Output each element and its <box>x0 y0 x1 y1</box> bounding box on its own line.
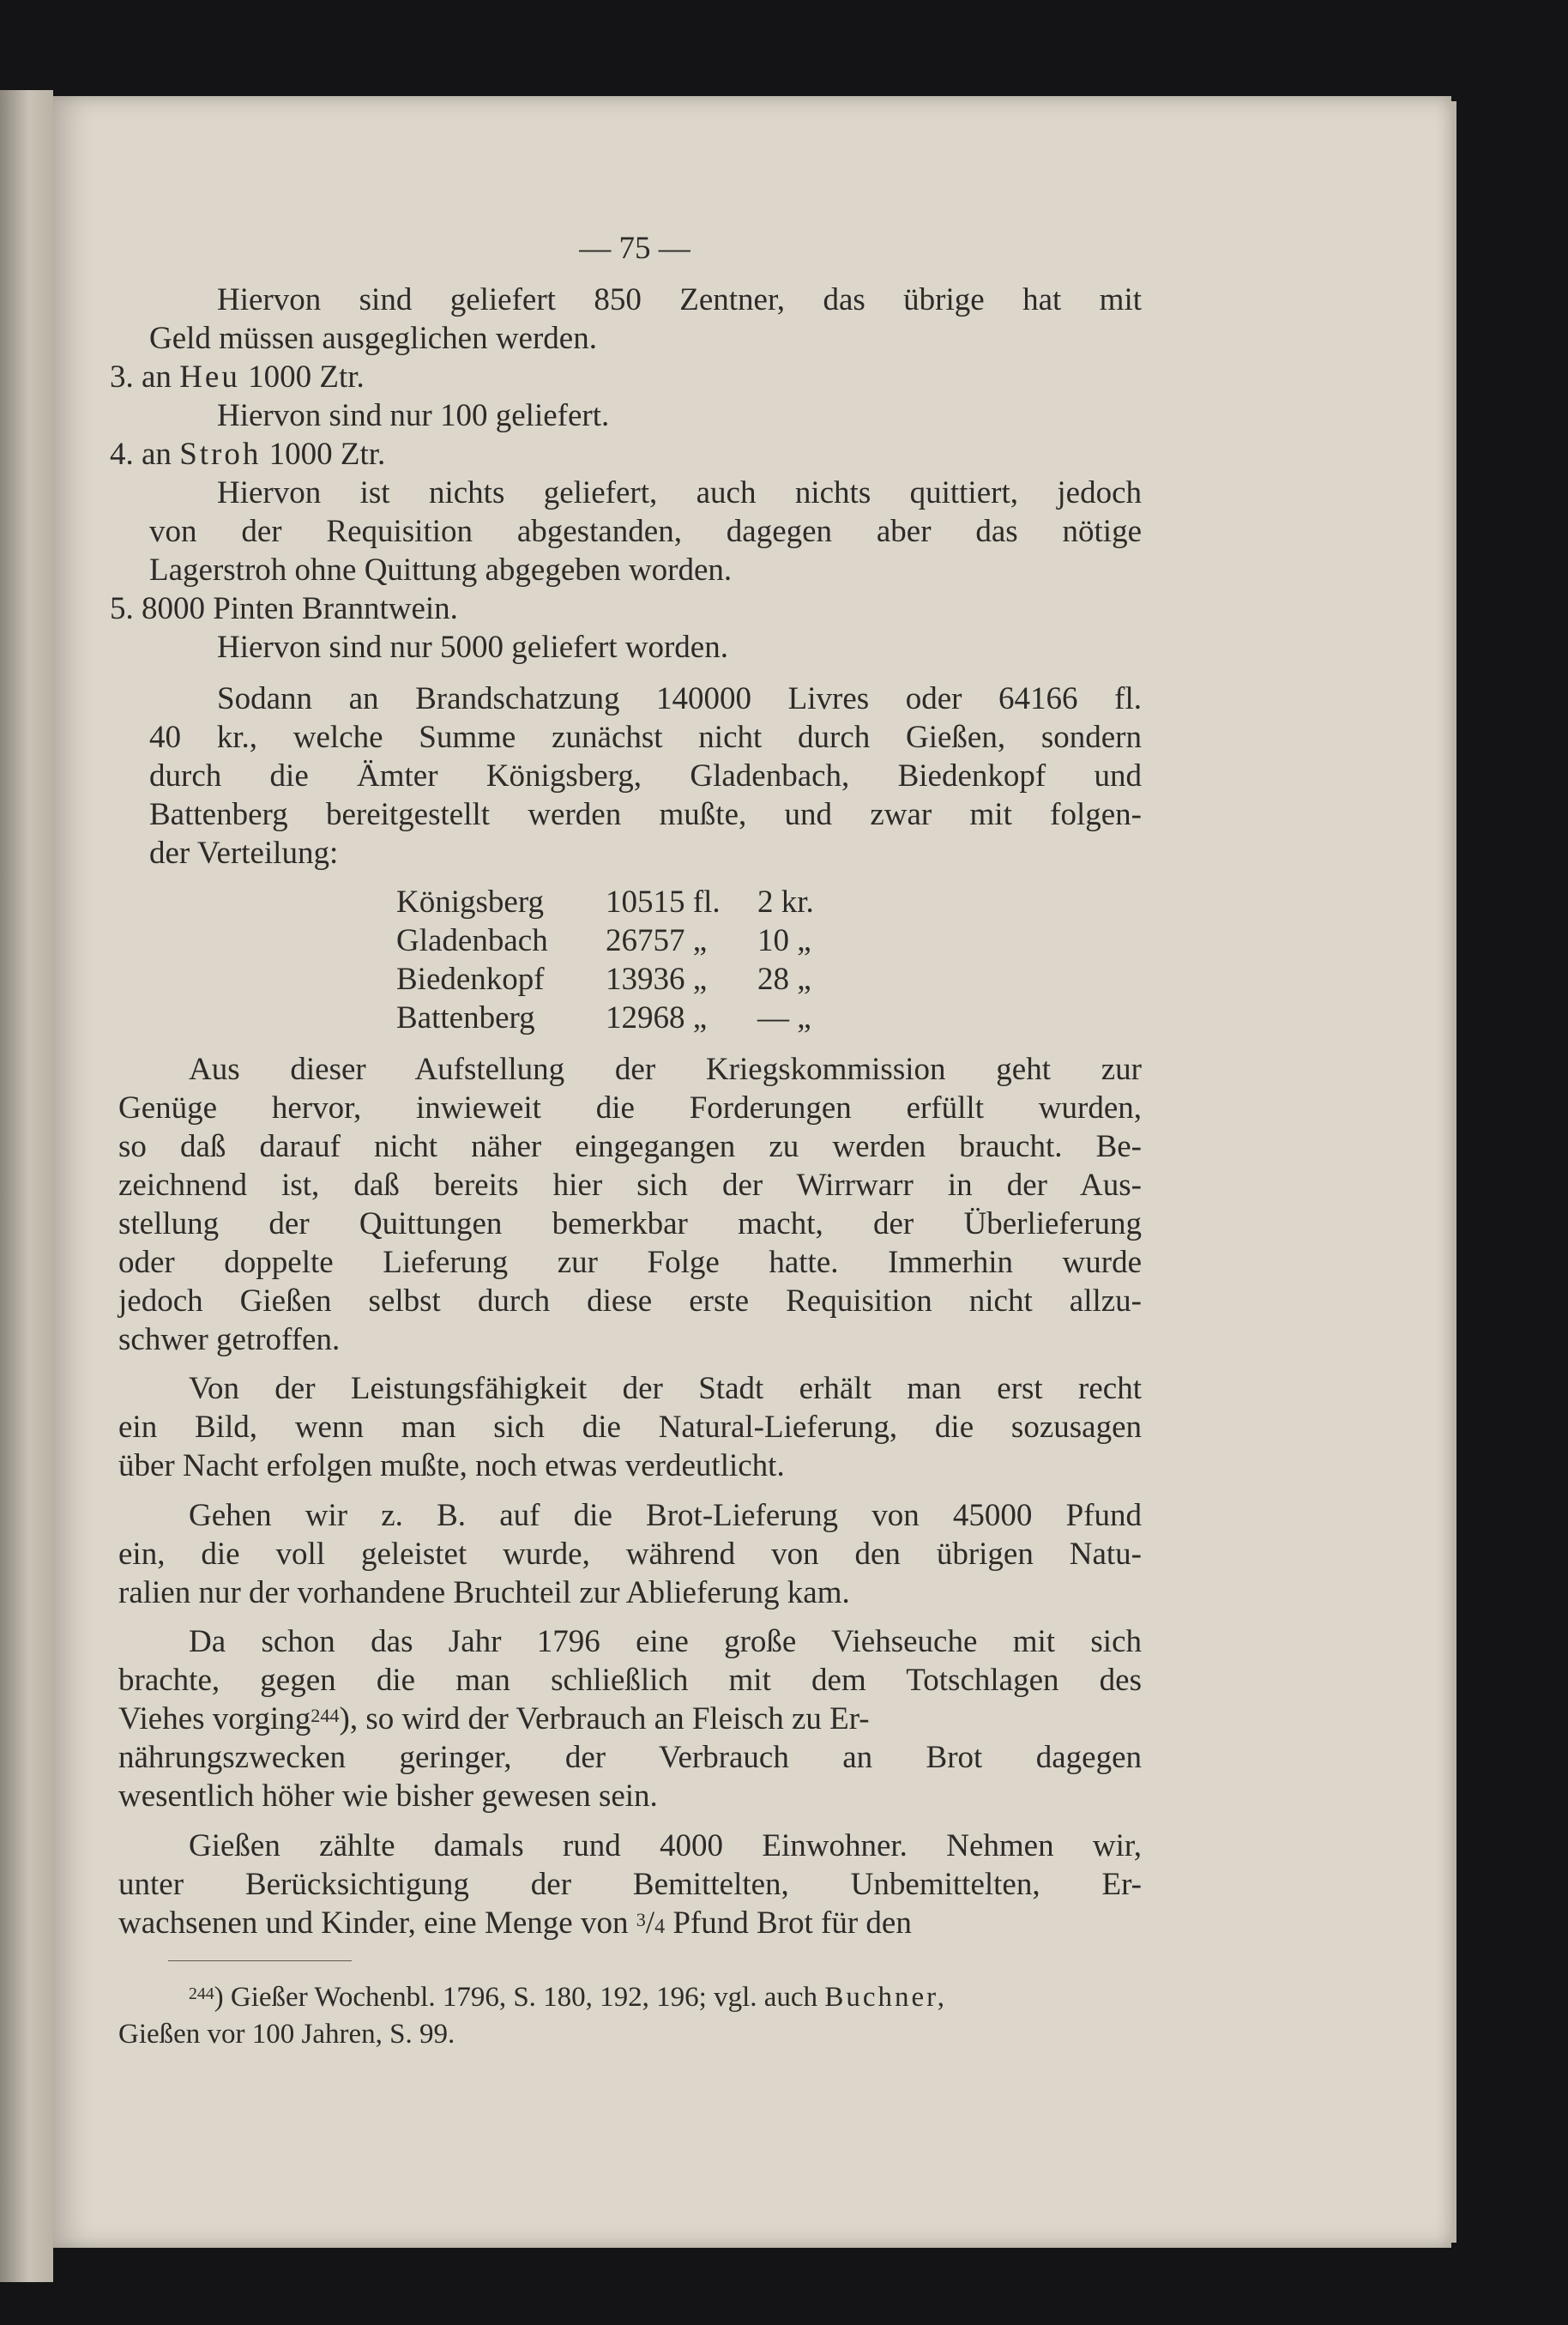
footnote-line: Gießen vor 100 Jahren, S. 99. <box>118 2019 455 2050</box>
text-line: Gehen wir z. B. auf die Brot-Lieferung von 45000 Pfund <box>189 1498 1142 1533</box>
text-line: Hiervon sind geliefert 850 Zentner, das übrige hat mit <box>217 282 1142 317</box>
table-place: Königsberg <box>396 885 544 920</box>
text-line: stellung der Quittungen bemerkbar macht, der Überlieferung <box>118 1206 1142 1241</box>
table-place: Battenberg <box>396 1000 535 1036</box>
table-fl: 12968 „ <box>606 1000 708 1036</box>
footnote-rule <box>168 1960 352 1961</box>
list-item-3: 3. an Heu 1000 Ztr. <box>110 359 365 395</box>
table-fl: 10515 fl. <box>606 885 721 920</box>
text-line: schwer getroffen. <box>118 1322 341 1357</box>
item-name-heu: Heu <box>179 359 240 395</box>
text-line: wesentlich höher wie bisher gewesen sein. <box>118 1778 658 1814</box>
text-line: ralien nur der vorhandene Bruchteil zur Ablieferung kam. <box>118 1575 850 1610</box>
text-line: von der Requisition abgestanden, dagegen aber das nötige <box>149 514 1142 549</box>
footnote-ref: 244 <box>311 1705 340 1726</box>
fraction: $^3$/4 <box>636 1905 666 1941</box>
text-line: Da schon das Jahr 1796 eine große Viehseuche mit sich <box>189 1624 1142 1659</box>
text-line: Genüge hervor, inwieweit die Forderungen erfüllt wurden, <box>118 1090 1142 1126</box>
text-line: Geld müssen ausgeglichen werden. <box>149 321 597 356</box>
footnote-line: $^{244}$) Gießer Wochenbl. 1796, S. 180, 192, 196; vgl. auch Buchner, <box>189 1982 948 2013</box>
table-fl: 26757 „ <box>606 923 708 958</box>
text-line: wachsenen und Kinder, eine Menge von $^3$/4 Pfund Brot für den <box>118 1905 912 1941</box>
text-line: jedoch Gießen selbst durch diese erste Requisition nicht allzu- <box>118 1283 1142 1319</box>
text-line: Hiervon sind nur 5000 geliefert worden. <box>217 630 728 665</box>
list-item-5: 5. 8000 Pinten Branntwein. <box>110 591 458 626</box>
table-kr: 2 kr. <box>757 885 814 920</box>
list-item-4: 4. an Stroh 1000 Ztr. <box>110 437 386 472</box>
table-kr: — „ <box>757 1000 811 1036</box>
text-line: so daß darauf nicht näher eingegangen zu werden braucht. Be- <box>118 1129 1142 1164</box>
text-line: ein Bild, wenn man sich die Natural-Lieferung, die sozusagen <box>118 1410 1142 1445</box>
text-line: Hiervon ist nichts geliefert, auch nichts quittiert, jedoch <box>217 475 1142 510</box>
table-place: Biedenkopf <box>396 962 545 997</box>
text-line: unter Berücksichtigung der Bemittelten, Unbemittelten, Er- <box>118 1867 1142 1902</box>
footnote-marker: 244 <box>189 1984 214 2003</box>
text-line: Sodann an Brandschatzung 140000 Livres oder 64166 fl. <box>217 681 1142 716</box>
text-line: 40 kr., welche Summe zunächst nicht durch Gießen, sondern <box>149 720 1142 755</box>
text-line: brachte, gegen die man schließlich mit dem Totschlagen des <box>118 1663 1142 1698</box>
item-name-stroh: Stroh <box>179 437 262 472</box>
text-line: Von der Leistungsfähigkeit der Stadt erhält man erst recht <box>189 1371 1142 1406</box>
text-line: zeichnend ist, daß bereits hier sich der Wirrwarr in der Aus- <box>118 1168 1142 1203</box>
table-kr: 10 „ <box>757 923 811 958</box>
text-line: Lagerstroh ohne Quittung abgegeben worden. <box>149 553 733 588</box>
table-place: Gladenbach <box>396 923 548 958</box>
text-line: durch die Ämter Königsberg, Gladenbach, Biedenkopf und <box>149 758 1142 794</box>
text-line: der Verteilung: <box>149 836 339 871</box>
table-kr: 28 „ <box>757 962 811 997</box>
text-line: Battenberg bereitgestellt werden mußte, und zwar mit folgen- <box>149 797 1142 832</box>
table-fl: 13936 „ <box>606 962 708 997</box>
text-line: Hiervon sind nur 100 geliefert. <box>217 398 610 433</box>
text-line: ein, die voll geleistet wurde, während von den übrigen Natu- <box>118 1537 1142 1572</box>
text-line: Aus dieser Aufstellung der Kriegskommission geht zur <box>189 1052 1142 1087</box>
page-number: — 75 — <box>579 231 691 266</box>
text-line: Gießen zählte damals rund 4000 Einwohner. Nehmen wir, <box>189 1828 1142 1863</box>
text-line: oder doppelte Lieferung zur Folge hatte. Immerhin wurde <box>118 1245 1142 1280</box>
text-line: Viehes vorging$^{244}$), so wird der Verbrauch an Fleisch zu Er- <box>118 1701 870 1736</box>
text-line: nährungszwecken geringer, der Verbrauch an Brot dagegen <box>118 1740 1142 1775</box>
text-line: über Nacht erfolgen mußte, noch etwas verdeutlicht. <box>118 1448 785 1483</box>
